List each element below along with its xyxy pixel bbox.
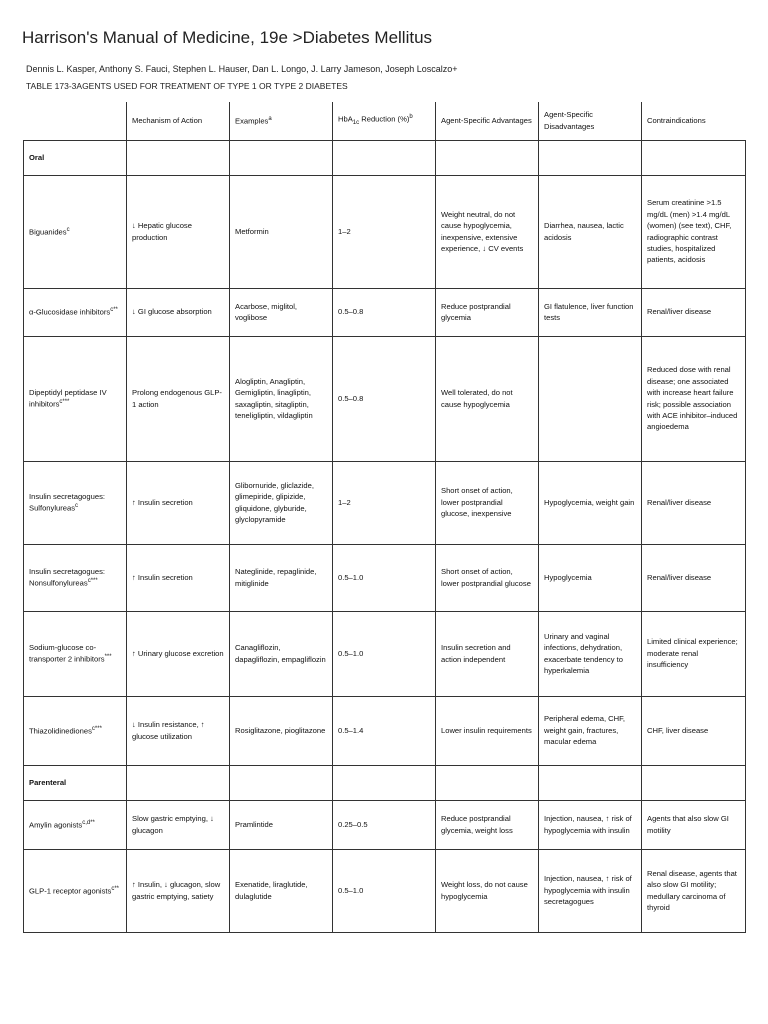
section-row-parenteral bbox=[24, 765, 746, 800]
authors-line: Dennis L. Kasper, Anthony S. Fauci, Stephen L. Hauser, Dan L. Longo, J. Larry Jameson, Joseph Loscalzo+ bbox=[26, 64, 458, 74]
examples-cell: Nateglinide, repaglinide, mitiglinide bbox=[230, 544, 333, 611]
header-disadvantages: Agent-Specific Disadvantages bbox=[539, 102, 642, 140]
mechanism-cell: ↑ Insulin, ↓ glucagon, slow gastric emptying, satiety bbox=[127, 849, 230, 932]
advantages-cell: Short onset of action, lower postprandial glucose bbox=[436, 544, 539, 611]
examples-cell: Rosiglitazone, pioglitazone bbox=[230, 696, 333, 765]
mechanism-cell: ↓ Insulin resistance, ↑ glucose utilization bbox=[127, 696, 230, 765]
mechanism-cell: ↑ Insulin secretion bbox=[127, 461, 230, 544]
header-hba1c-reduction: HbA$_{1c}$ Reduction (%)$^b$ bbox=[333, 102, 436, 140]
drug-class-cell: Amylin agonists$^{c,d**}$ bbox=[24, 800, 127, 849]
contraindications-cell: Serum creatinine >1.5 mg/dL (men) >1.4 mg/dL (women) (see text), CHF, radiographic contrast studies, hospitalized patients, acidosis bbox=[642, 175, 746, 288]
disadvantages-cell: GI flatulence, liver function tests bbox=[539, 288, 642, 336]
diabetes-agents-table bbox=[23, 102, 746, 933]
disadvantages-cell: Injection, nausea, ↑ risk of hypoglycemia with insulin bbox=[539, 800, 642, 849]
contraindications-cell: Renal/liver disease bbox=[642, 544, 746, 611]
mechanism-cell: Slow gastric emptying, ↓ glucagon bbox=[127, 800, 230, 849]
hba1c-cell: 0.5–1.0 bbox=[333, 849, 436, 932]
advantages-cell: Weight loss, do not cause hypoglycemia bbox=[436, 849, 539, 932]
drug-class-cell: Dipeptidyl peptidase IV inhibitors$^{c***}$ bbox=[24, 336, 127, 461]
section-row-oral bbox=[24, 140, 746, 175]
examples-cell: Metformin bbox=[230, 175, 333, 288]
hba1c-cell: 0.25–0.5 bbox=[333, 800, 436, 849]
contraindications-cell: Renal/liver disease bbox=[642, 288, 746, 336]
mechanism-cell: ↑ Insulin secretion bbox=[127, 544, 230, 611]
document-title: Harrison's Manual of Medicine, 19e >Diabetes Mellitus bbox=[22, 28, 433, 47]
advantages-cell: Lower insulin requirements bbox=[436, 696, 539, 765]
header-contraindications: Contraindications bbox=[642, 102, 746, 140]
table-caption: TABLE 173-3AGENTS USED FOR TREATMENT OF TYPE 1 OR TYPE 2 DIABETES bbox=[26, 81, 348, 91]
advantages-cell: Weight neutral, do not cause hypoglycemia, inexpensive, extensive experience, ↓ CV events bbox=[436, 175, 539, 288]
examples-cell: Exenatide, liraglutide, dulaglutide bbox=[230, 849, 333, 932]
drug-class-cell: GLP-1 receptor agonists$^{c**}$ bbox=[24, 849, 127, 932]
disadvantages-cell bbox=[539, 336, 642, 461]
disadvantages-cell: Injection, nausea, ↑ risk of hypoglycemia with insulin secretagogues bbox=[539, 849, 642, 932]
contraindications-cell: Limited clinical experience; moderate renal insufficiency bbox=[642, 611, 746, 696]
examples-cell: Alogliptin, Anagliptin, Gemigliptin, linagliptin, saxagliptin, sitagliptin, teneligliptin, vildagliptin bbox=[230, 336, 333, 461]
table-row bbox=[24, 288, 746, 336]
advantages-cell: Insulin secretion and action independent bbox=[436, 611, 539, 696]
hba1c-cell: 0.5–0.8 bbox=[333, 288, 436, 336]
table-row bbox=[24, 336, 746, 461]
header-row bbox=[24, 102, 746, 140]
hba1c-cell: 0.5–1.4 bbox=[333, 696, 436, 765]
header-mechanism: Mechanism of Action bbox=[127, 102, 230, 140]
table-row bbox=[24, 611, 746, 696]
mechanism-cell: Prolong endogenous GLP-1 action bbox=[127, 336, 230, 461]
table-row bbox=[24, 461, 746, 544]
examples-cell: Pramlintide bbox=[230, 800, 333, 849]
section-label: Oral bbox=[24, 140, 127, 175]
examples-cell: Canagliflozin, dapagliflozin, empagliflozin bbox=[230, 611, 333, 696]
hba1c-cell: 0.5–1.0 bbox=[333, 544, 436, 611]
examples-cell: Acarbose, miglitol, voglibose bbox=[230, 288, 333, 336]
examples-cell: Glibornuride, gliclazide, glimepiride, glipizide, gliquidone, glyburide, glyclopyramide bbox=[230, 461, 333, 544]
drug-class-cell: α-Glucosidase inhibitors$^{c**}$ bbox=[24, 288, 127, 336]
disadvantages-cell: Hypoglycemia bbox=[539, 544, 642, 611]
drug-class-cell: Sodium-glucose co-transporter 2 inhibitors*** bbox=[24, 611, 127, 696]
advantages-cell: Short onset of action, lower postprandial glucose, inexpensive bbox=[436, 461, 539, 544]
disadvantages-cell: Hypoglycemia, weight gain bbox=[539, 461, 642, 544]
contraindications-cell: Renal disease, agents that also slow GI motility; medullary carcinoma of thyroid bbox=[642, 849, 746, 932]
advantages-cell: Well tolerated, do not cause hypoglycemia bbox=[436, 336, 539, 461]
contraindications-cell: CHF, liver disease bbox=[642, 696, 746, 765]
contraindications-cell: Agents that also slow GI motility bbox=[642, 800, 746, 849]
table-row bbox=[24, 696, 746, 765]
contraindications-cell: Renal/liver disease bbox=[642, 461, 746, 544]
drug-class-cell: Insulin secretagogues: Nonsulfonylureas$^{c***}$ bbox=[24, 544, 127, 611]
hba1c-cell: 0.5–0.8 bbox=[333, 336, 436, 461]
disadvantages-cell: Diarrhea, nausea, lactic acidosis bbox=[539, 175, 642, 288]
mechanism-cell: ↑ Urinary glucose excretion bbox=[127, 611, 230, 696]
table-row bbox=[24, 175, 746, 288]
header-advantages: Agent-Specific Advantages bbox=[436, 102, 539, 140]
header-class bbox=[24, 102, 127, 140]
hba1c-cell: 1–2 bbox=[333, 461, 436, 544]
hba1c-cell: 0.5–1.0 bbox=[333, 611, 436, 696]
table-row bbox=[24, 849, 746, 932]
hba1c-cell: 1–2 bbox=[333, 175, 436, 288]
contraindications-cell: Reduced dose with renal disease; one associated with increase heart failure risk; possible association with ACE inhibitor–induced angioedema bbox=[642, 336, 746, 461]
mechanism-cell: ↓ GI glucose absorption bbox=[127, 288, 230, 336]
drug-class-cell: Insulin secretagogues: Sulfonylureas$^c$ bbox=[24, 461, 127, 544]
table-row bbox=[24, 544, 746, 611]
header-examples: Examples$^a$ bbox=[230, 102, 333, 140]
disadvantages-cell: Peripheral edema, CHF, weight gain, fractures, macular edema bbox=[539, 696, 642, 765]
mechanism-cell: ↓ Hepatic glucose production bbox=[127, 175, 230, 288]
disadvantages-cell: Urinary and vaginal infections, dehydration, exacerbate tendency to hyperkalemia bbox=[539, 611, 642, 696]
table-row bbox=[24, 800, 746, 849]
advantages-cell: Reduce postprandial glycemia bbox=[436, 288, 539, 336]
section-label: Parenteral bbox=[24, 765, 127, 800]
advantages-cell: Reduce postprandial glycemia, weight loss bbox=[436, 800, 539, 849]
drug-class-cell: Thiazolidinediones$^{c***}$ bbox=[24, 696, 127, 765]
drug-class-cell: Biguanides$^c$ bbox=[24, 175, 127, 288]
